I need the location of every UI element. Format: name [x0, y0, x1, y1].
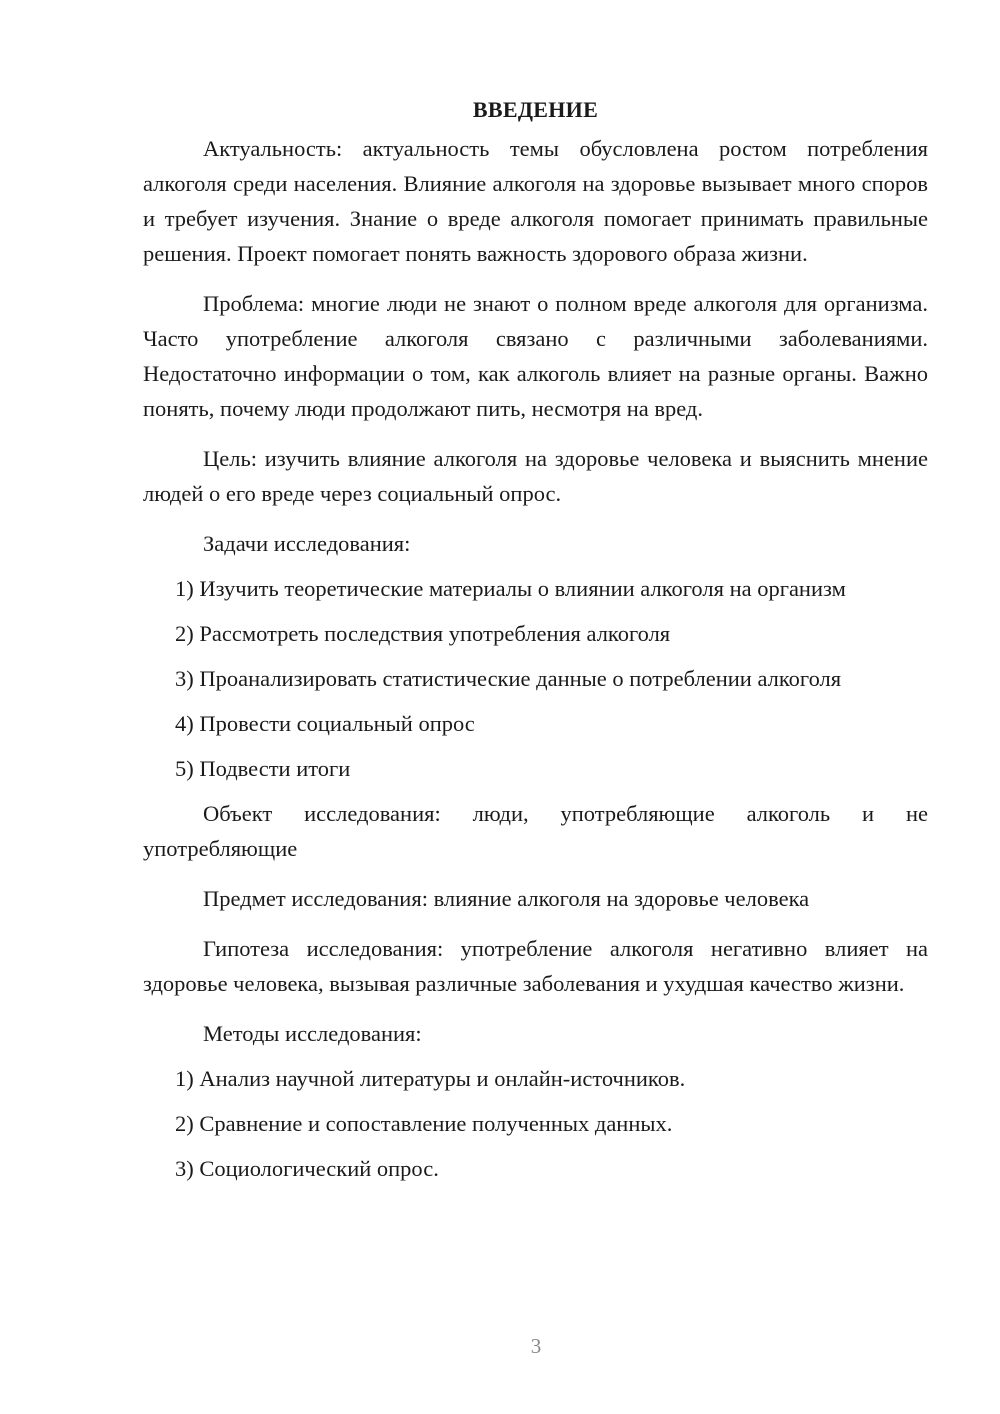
relevance-paragraph: Актуальность: актуальность темы обусловлена ростом потребления алкоголя среди населения. Влияние алкоголя на здоровье вызывает много споров и требует изучения. Знание о вреде алкоголя помогает принимать правильные решения. Проект помогает понять важность здорового образа жизни.	[143, 136, 928, 266]
task-item: 3) Проанализировать статистические данные о потреблении алкоголя	[175, 666, 842, 691]
methods-list	[143, 1061, 928, 1186]
page-number: 3	[530, 1334, 542, 1358]
goal-paragraph: Цель: изучить влияние алкоголя на здоровье человека и выяснить мнение людей о его вреде через социальный опрос.	[143, 446, 928, 506]
method-item: 3) Социологический опрос.	[175, 1156, 439, 1181]
tasks-heading: Задачи исследования:	[203, 531, 411, 556]
tasks-list	[143, 571, 928, 786]
document-page	[143, 92, 928, 1196]
method-item: 1) Анализ научной литературы и онлайн-источников.	[175, 1066, 686, 1091]
object-paragraph: Объект исследования: люди, употребляющие алкоголь и не употребляющие	[143, 801, 928, 861]
task-item: 5) Подвести итоги	[175, 756, 351, 781]
section-title: ВВЕДЕНИЕ	[472, 97, 599, 122]
problem-paragraph: Проблема: многие люди не знают о полном вреде алкоголя для организма. Часто употребление алкоголя связано с различными заболеваниями. Недостаточно информации о том, как алкоголь влияет на разные органы. Важно понять, почему люди продолжают пить, несмотря на вред.	[143, 291, 928, 421]
methods-heading: Методы исследования:	[203, 1021, 422, 1046]
subject-paragraph: Предмет исследования: влияние алкоголя на здоровье человека	[203, 886, 810, 911]
method-item: 2) Сравнение и сопоставление полученных данных.	[175, 1111, 673, 1136]
hypothesis-paragraph: Гипотеза исследования: употребление алкоголя негативно влияет на здоровье человека, вызывая различные заболевания и ухудшая качество жизни.	[143, 936, 928, 996]
task-item: 4) Провести социальный опрос	[175, 711, 475, 736]
task-item: 1) Изучить теоретические материалы о влиянии алкоголя на организм	[175, 576, 846, 601]
task-item: 2) Рассмотреть последствия употребления алкоголя	[175, 621, 671, 646]
